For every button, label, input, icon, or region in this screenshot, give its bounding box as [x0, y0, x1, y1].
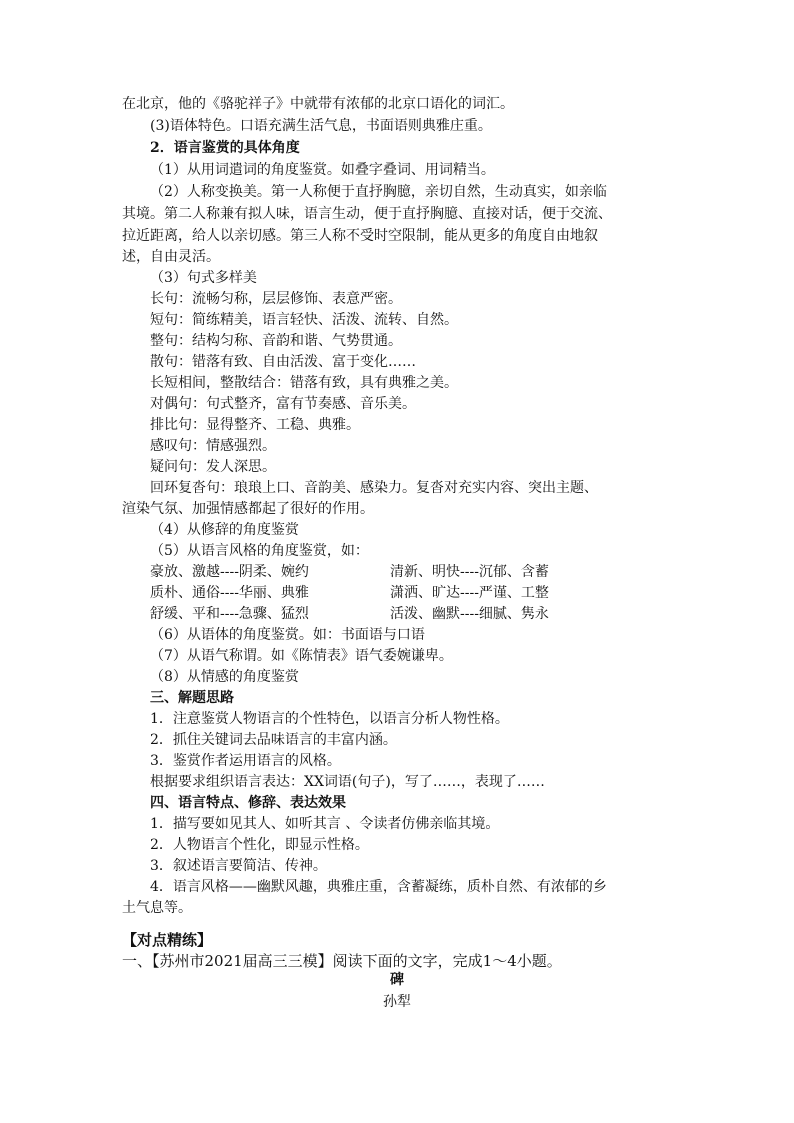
list-item: 4．语言风格——幽默风趣，典雅庄重，含蓄凝练，质朴自然、有浓郁的乡 [150, 879, 607, 895]
body-line: 述，自由灵活。 [122, 249, 220, 265]
list-item: （5）从语言风格的角度鉴赏，如： [150, 543, 369, 559]
body-line: 根据要求组织语言表达：XX词语(句子)，写了……，表现了…… [150, 774, 545, 790]
sentence-type-even: 整句：结构匀称、音韵和谐、气势贯通。 [150, 333, 402, 349]
body-line: 渲染气氛、加强情感都起了很好的作用。 [122, 501, 374, 517]
sentence-type-loose: 散句：错落有致、自由活泼、富于变化…… [150, 354, 416, 370]
body-line: 在北京，他的《骆驼祥子》中就带有浓郁的北京口语化的词汇。 [122, 96, 514, 112]
practice-heading: 【对点精练】 [122, 931, 213, 949]
style-pair: 质朴、通俗----华丽、典雅 [150, 585, 309, 601]
sentence-type-long: 长句：流畅匀称，层层修饰、表意严密。 [150, 291, 402, 307]
list-item: 3．鉴赏作者运用语言的风格。 [150, 753, 341, 769]
section-heading-3: 三、解题思路 [150, 690, 234, 706]
style-pair: 清新、明快----沉郁、含蓄 [390, 564, 549, 580]
body-line: 其境。第二人称兼有拟人味，语言生动，便于直抒胸臆、直接对话，便于交流、 [122, 206, 612, 222]
list-item: （8）从情感的角度鉴赏 [150, 669, 299, 685]
list-item: （2）人称变换美。第一人称便于直抒胸臆，亲切自然，生动真实，如亲临 [150, 184, 607, 200]
sentence-type-question: 疑问句：发人深思。 [150, 459, 276, 475]
body-line: 拉近距离，给人以亲切感。第三人称不受时空限制，能从更多的角度自由地叙 [122, 228, 598, 244]
question-prompt: 一、【苏州市2021届高三三模】阅读下面的文字，完成1～4小题。 [122, 952, 562, 970]
style-pair: 豪放、激越----阴柔、婉约 [150, 564, 309, 580]
style-pair: 活泼、幽默----细腻、隽永 [390, 606, 549, 622]
sentence-type-dual: 对偶句：句式整齐，富有节奏感、音乐美。 [150, 396, 416, 412]
style-pair: 潇洒、旷达----严谨、工整 [390, 585, 549, 601]
sentence-type-mix: 长短相间，整散结合：错落有致，具有典雅之美。 [150, 375, 458, 391]
list-item: 1．注意鉴赏人物语言的个性特色，以语言分析人物性格。 [150, 711, 509, 727]
list-item: 3．叙述语言要简洁、传神。 [150, 858, 327, 874]
sentence-type-parallel: 排比句：显得整齐、工稳、典雅。 [150, 417, 360, 433]
list-item: 1．描写要如见其人、如听其言 、令读者仿佛亲临其境。 [150, 816, 500, 832]
list-item: （3）句式多样美 [150, 270, 257, 286]
list-item: 2．抓住关键词去品味语言的丰富内涵。 [150, 732, 397, 748]
sentence-type-short: 短句：简练精美，语言轻快、活泼、流转、自然。 [150, 312, 458, 328]
list-item: （7）从语气称谓。如《陈情表》语气委婉谦卑。 [150, 648, 453, 664]
sentence-type-loop: 回环复沓句：琅琅上口、音韵美、感染力。复沓对充实内容、突出主题、 [150, 480, 598, 496]
passage-author: 孙犁 [383, 994, 411, 1010]
list-item: （4）从修辞的角度鉴赏 [150, 522, 299, 538]
section-heading-2: 2．语言鉴赏的具体角度 [150, 140, 300, 156]
list-item: （1）从用词遣词的角度鉴赏。如叠字叠词、用词精当。 [150, 162, 495, 178]
body-line: 土气息等。 [122, 900, 192, 916]
passage-title: 碑 [390, 972, 404, 988]
sentence-type-exclaim: 感叹句：情感强烈。 [150, 438, 276, 454]
body-line: (3)语体特色。口语充满生活气息，书面语则典雅庄重。 [150, 118, 492, 134]
style-pair: 舒缓、平和----急骤、猛烈 [150, 606, 309, 622]
list-item: 2．人物语言个性化，即显示性格。 [150, 837, 369, 853]
list-item: （6）从语体的角度鉴赏。如：书面语与口语 [150, 627, 425, 643]
section-heading-4: 四、语言特点、修辞、表达效果 [150, 795, 346, 811]
